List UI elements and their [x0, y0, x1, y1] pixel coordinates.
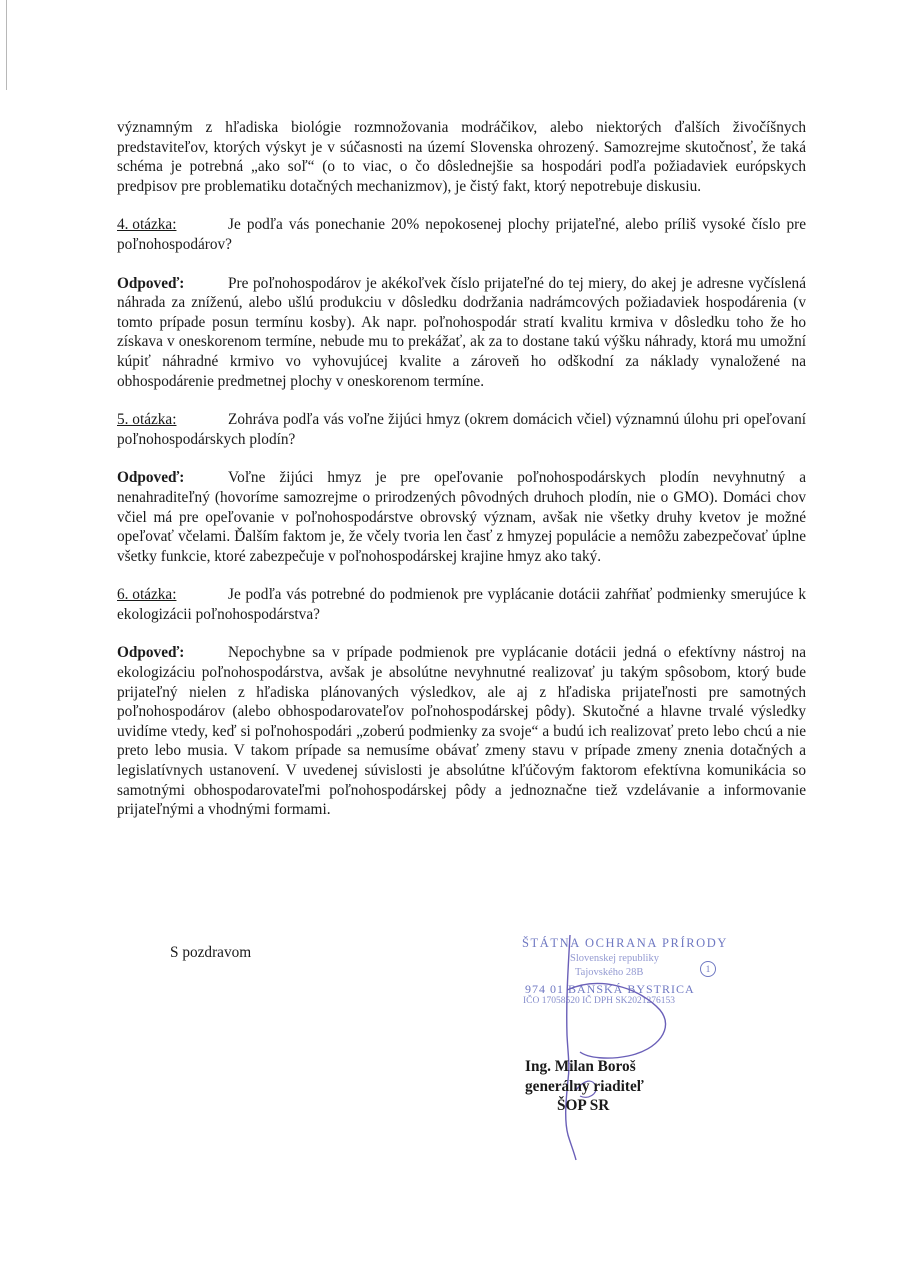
question-label: 5. otázka: [117, 411, 177, 429]
question-6 [117, 585, 806, 624]
answer-6 [117, 643, 806, 819]
question-label: 4. otázka: [117, 216, 177, 234]
stamp-line-1: ŠTÁTNA OCHRANA PRÍRODY [522, 936, 729, 950]
official-stamp [515, 932, 735, 1014]
answer-label: Odpoveď: [117, 274, 185, 292]
question-text: Je podľa vás ponechanie 20% nepokosenej plochy prijateľné, alebo príliš vysoké číslo pre poľnohospodárov? [117, 216, 806, 253]
stamp-number-mark: 1 [700, 961, 716, 977]
question-4 [117, 215, 806, 254]
closing-greeting: S pozdravom [170, 944, 252, 961]
stamp-line-4: 974 01 BANSKÁ BYSTRICA [525, 982, 695, 996]
signer-block [525, 1057, 644, 1116]
answer-label: Odpoveď: [117, 644, 185, 662]
answer-text: Pre poľnohospodárov je akékoľvek číslo prijateľné do tej miery, do akej je adresne vyčíslená náhrada za zníženú, alebo ušlú produkciu v dôsledku dodržania nadrámcových požiadaviek hospodárenia (v tomto prípade posun termínu kosby). Ak napr. poľnohospodár stratí kvalitu krmiva v dôsledku toho že ho získava v oneskorenom termíne, nebude mu to prekážať, ak za to dostane takú výšku náhrady, ktorá mu umožní kúpiť náhradné krmivo vo vyhovujúcej kvalite a zároveň ho odškodní za náklady vynaložené na obhospodárenie predmetnej plochy v oneskorenom termíne. [117, 274, 806, 390]
signer-title: generálny riaditeľ [525, 1077, 644, 1095]
question-block-6 [117, 585, 806, 820]
stamp-line-2: Slovenskej republiky [570, 953, 659, 964]
stamp-line-3: Tajovského 28B [575, 967, 644, 978]
answer-5 [117, 468, 806, 566]
answer-text: Nepochybne sa v prípade podmienok pre vyplácanie dotácii jedná o efektívny nástroj na ekologizáciu poľnohospodárstva, avšak je absolútne nevyhnutné realizovať ju takým spôsobom, ktorý bude prijateľný nielen z hľadiska plánovaných výsledkov, ale aj z hľadiska prijateľnosti pre samotných poľnohospodárov (alebo obhospodarovateľov poľnohospodárskej pôdy). Skutočné a hlavne trvalé výsledky uvidíme vtedy, keď si poľnohospodári „zoberú podmienky za svoje“ a budú ich realizovať preto lebo chcú a nie preto lebo musia. V takom prípade sa nemusíme obávať zmeny stavu v prípade zmeny znenia dotačných a legislatívnych ustanovení. V uvedenej súvislosti je absolútne kľúčovým faktorom efektívna komunikácia so samotnými obhospodarovateľmi poľnohospodárskej pôdy a jednoznačne tiež vzdelávanie a informovanie prijateľnými a vhodnými formami. [117, 644, 806, 819]
question-block-4 [117, 215, 806, 391]
question-text: Je podľa vás potrebné do podmienok pre vyplácanie dotácii zahŕňať podmienky smerujúce k ekologizácii poľnohospodárstva? [117, 586, 806, 623]
question-block-5 [117, 410, 806, 566]
answer-4 [117, 274, 806, 392]
document-body [117, 118, 806, 820]
question-5 [117, 410, 806, 449]
handwritten-signature [540, 930, 700, 1165]
answer-label: Odpoveď: [117, 469, 185, 487]
page-edge-rule [6, 0, 7, 90]
stamp-line-5: IČO 17058520 IČ DPH SK2021276153 [523, 996, 676, 1006]
intro-paragraph: významným z hľadiska biológie rozmnožovania modráčikov, alebo niektorých ďalších živočíšnych predstaviteľov, ktorých výskyt je v súčasnosti na území Slovenska ohrozený. Samozrejme skutočnosť, že taká schéma je potrebná „ako soľ“ (o to viac, o čo dôslednejšie sa hospodári podľa požiadaviek európskych predpisov pre problematiku dotačných mechanizmov), je čistý fakt, ktorý nepotrebuje diskusiu. [117, 119, 806, 195]
question-text: Zohráva podľa vás voľne žijúci hmyz (okrem domácich včiel) významnú úlohu pri opeľovaní poľnohospodárskych plodín? [117, 411, 806, 448]
answer-text: Voľne žijúci hmyz je pre opeľovanie poľnohospodárskych plodín nevyhnutný a nenahraditeľný (hovoríme samozrejme o prirodzených pôvodných druhoch plodín, nie o GMO). Domáci chov včiel má pre opeľovanie v poľnohospodárstve obrovský význam, avšak nie všetky druhy kvetov je možné opeľovať včelami. Ďalším faktom je, že včely tvoria len časť z hmyzej populácie a nemôžu zabezpečovať úplne všetky funkcie, ktoré zabezpečuje v poľnohospodárskej krajine hmyz ako taký. [117, 469, 806, 565]
question-label: 6. otázka: [117, 586, 177, 604]
signer-organization: ŠOP SR [557, 1097, 610, 1115]
signer-name: Ing. Milan Boroš [525, 1058, 636, 1075]
